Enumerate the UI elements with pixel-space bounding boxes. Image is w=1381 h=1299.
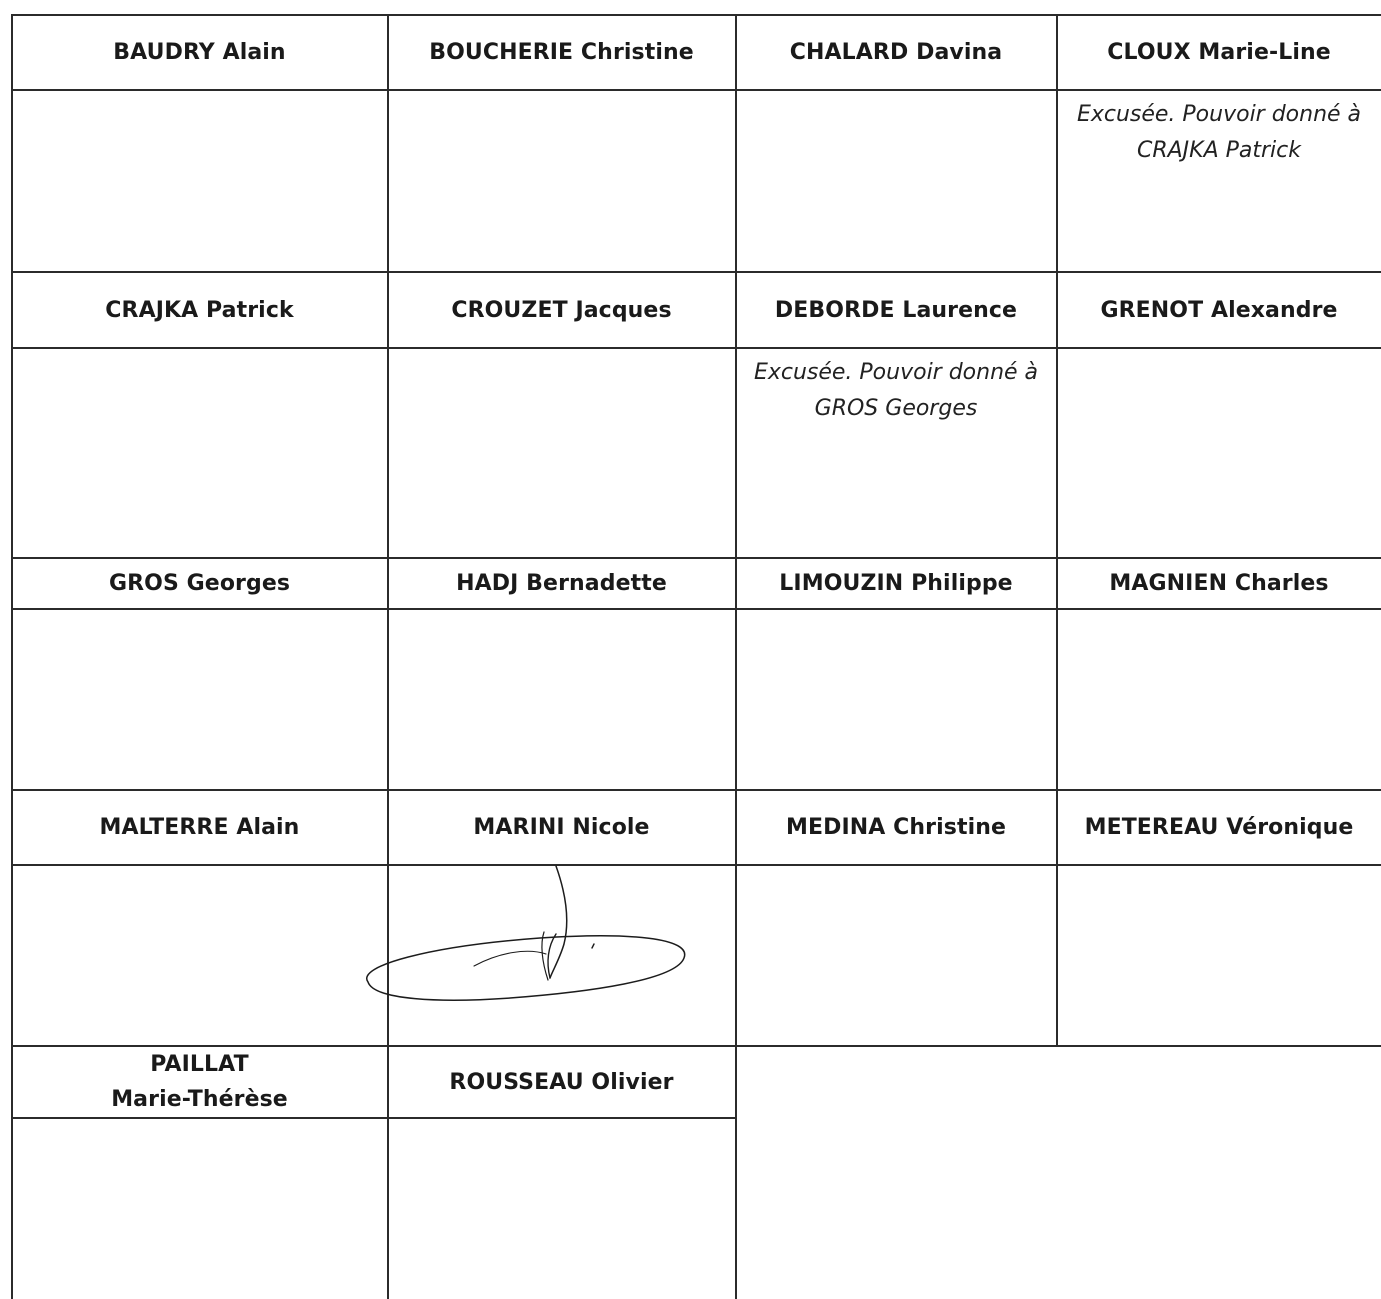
- name-cell: [1057, 559, 1381, 608]
- member-name: MEDINA Christine: [786, 815, 1006, 840]
- name-cell: [736, 559, 1056, 608]
- name-cell: [388, 15, 735, 89]
- name-cell: [1057, 791, 1381, 864]
- member-name: GRENOT Alexandre: [1100, 297, 1338, 323]
- name-cell: [736, 273, 1056, 347]
- handwritten-signature: [360, 862, 700, 1012]
- name-cell: [388, 791, 735, 864]
- member-name: HADJ Bernadette: [456, 571, 667, 596]
- name-cell: [1057, 15, 1381, 89]
- proxy-note: Excusée. Pouvoir donné à CRAJKA Patrick: [1076, 102, 1362, 163]
- member-name: ROUSSEAU Olivier: [449, 1069, 674, 1095]
- name-cell: [12, 791, 387, 864]
- row-divider: [11, 608, 1381, 610]
- name-cell: [388, 273, 735, 347]
- member-name: METEREAU Véronique: [1084, 815, 1354, 840]
- proxy-note: Excusée. Pouvoir donné à GROS Georges: [753, 360, 1039, 421]
- member-name: CHALARD Davina: [789, 39, 1003, 65]
- member-name: BAUDRY Alain: [113, 39, 286, 65]
- name-cell: [12, 1047, 387, 1117]
- member-name: GROS Georges: [108, 571, 291, 596]
- row-divider: [11, 1117, 737, 1119]
- name-cell: [1057, 273, 1381, 347]
- member-name: MAGNIEN Charles: [1109, 571, 1329, 596]
- member-name-line: PAILLAT: [150, 1052, 249, 1077]
- name-cell: [12, 559, 387, 608]
- name-cell: [388, 559, 735, 608]
- name-cell: [736, 791, 1056, 864]
- member-name: BOUCHERIE Christine: [429, 39, 694, 65]
- member-name: LIMOUZIN Philippe: [779, 571, 1013, 596]
- name-cell: [12, 15, 387, 89]
- row-divider: [11, 347, 1381, 349]
- name-cell: [388, 1047, 735, 1117]
- member-name: CRAJKA Patrick: [105, 297, 294, 323]
- member-name: DEBORDE Laurence: [774, 297, 1018, 323]
- name-cell: [736, 15, 1056, 89]
- signature-cell: [1057, 91, 1381, 271]
- column-divider: [735, 14, 737, 1299]
- member-name: MALTERRE Alain: [99, 815, 300, 840]
- member-name: CLOUX Marie-Line: [1107, 39, 1331, 65]
- member-name-line: Marie-Thérèse: [111, 1087, 288, 1112]
- signature-cell: [736, 349, 1056, 557]
- member-name: [111, 1047, 288, 1117]
- name-cell: [12, 273, 387, 347]
- member-name: CROUZET Jacques: [451, 297, 672, 323]
- member-name: MARINI Nicole: [473, 815, 650, 840]
